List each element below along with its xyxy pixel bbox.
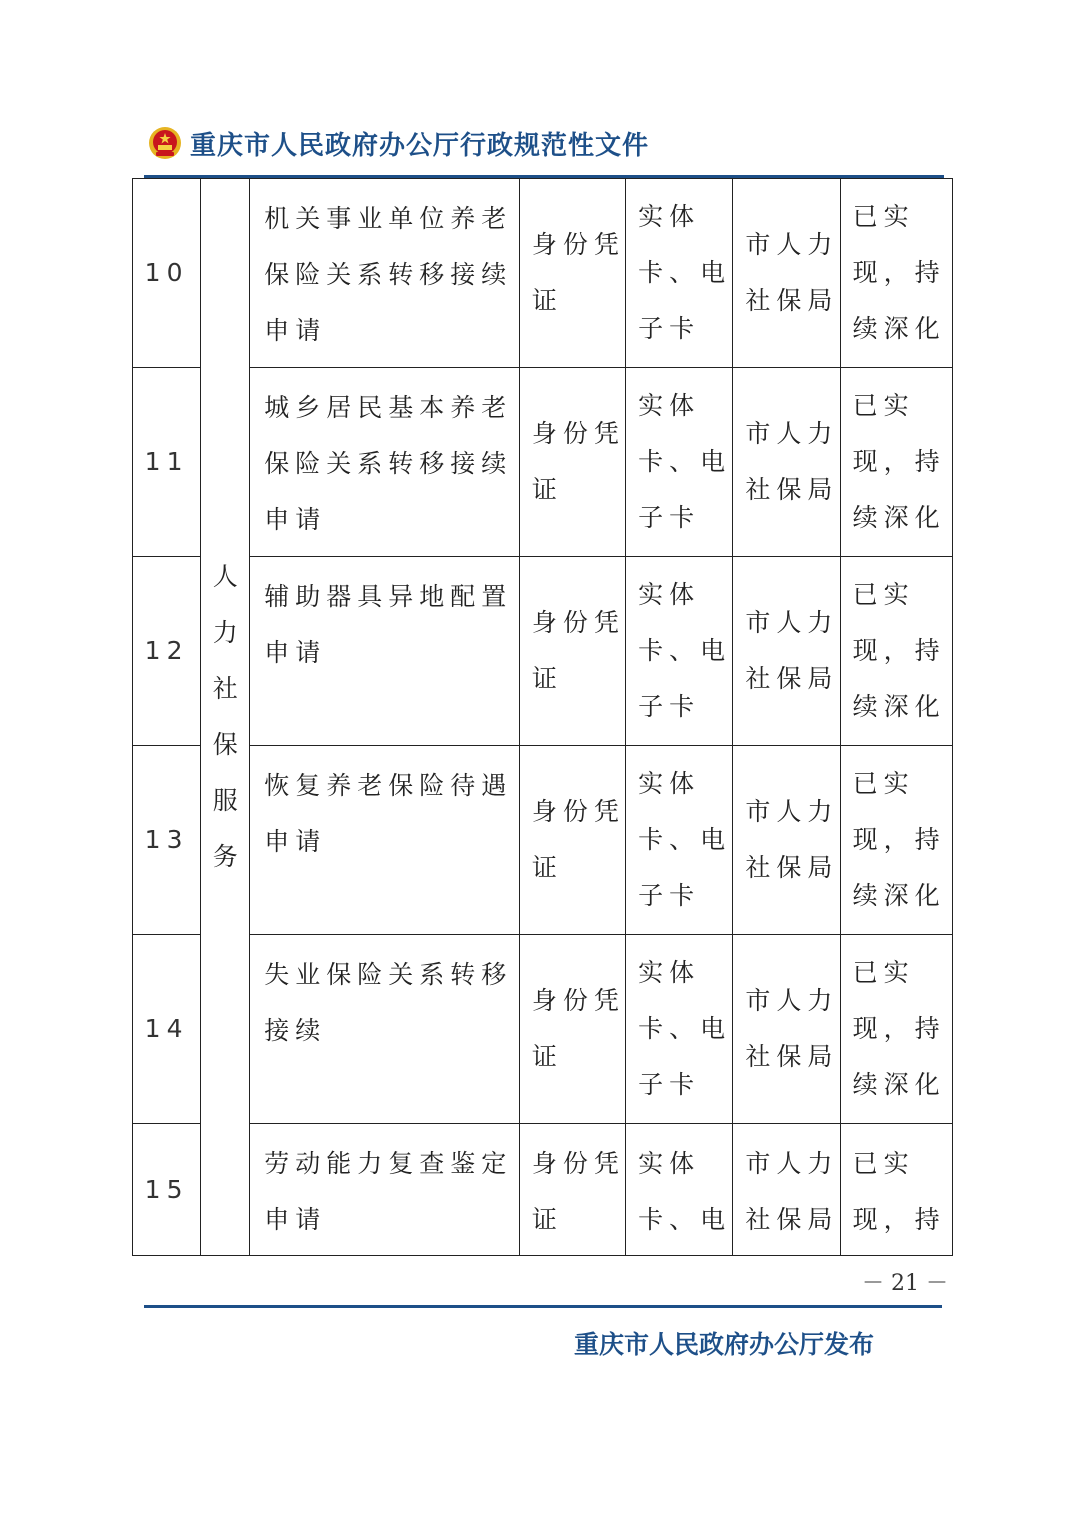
table-row xyxy=(133,935,953,1124)
item-cell xyxy=(250,368,520,557)
status-cell: 已实现，持续深化 xyxy=(840,557,952,746)
item-cell xyxy=(250,746,520,935)
status-cell: 已实现，持续深化 xyxy=(840,368,952,557)
category-label: 人力社保服务 xyxy=(212,562,238,871)
footer-divider xyxy=(144,1305,942,1308)
card-cell: 实体卡、电子卡 xyxy=(626,557,733,746)
card-cell: 实体卡、电子卡 xyxy=(626,935,733,1124)
status-cell: 已实现，持续深化 xyxy=(840,179,952,368)
table-row xyxy=(133,368,953,557)
card-cell: 实体卡、电子卡 xyxy=(626,746,733,935)
row-number: 10 xyxy=(133,179,201,368)
row-number: 15 xyxy=(133,1124,201,1256)
table-row xyxy=(133,1124,953,1256)
table-row xyxy=(133,746,953,935)
item-name: 劳动能力复查鉴定申请 xyxy=(264,1149,513,1234)
item-name: 辅助器具异地配置申请 xyxy=(264,582,513,667)
dept-cell: 市人力社保局 xyxy=(733,557,840,746)
item-cell xyxy=(250,935,520,1124)
item-name: 城乡居民基本养老保险关系转移接续申请 xyxy=(264,393,513,534)
table-row xyxy=(133,179,953,368)
category-cell xyxy=(201,179,250,1256)
id-cell: 身份凭证 xyxy=(519,368,625,557)
id-cell: 身份凭证 xyxy=(519,557,625,746)
card-cell: 实体卡、电子卡 xyxy=(626,179,733,368)
service-table xyxy=(132,178,953,1256)
status-cell: 已实现，持续深化 xyxy=(840,746,952,935)
document-header xyxy=(148,120,649,166)
id-cell: 身份凭证 xyxy=(519,935,625,1124)
item-name: 机关事业单位养老保险关系转移接续申请 xyxy=(264,204,513,345)
item-cell xyxy=(250,1124,520,1256)
dept-cell: 市人力社保局 xyxy=(733,179,840,368)
dept-cell: 市人力社保局 xyxy=(733,368,840,557)
national-emblem-icon xyxy=(148,126,182,160)
row-number: 11 xyxy=(133,368,201,557)
table-row xyxy=(133,557,953,746)
item-name: 恢复养老保险待遇申请 xyxy=(264,771,513,856)
item-cell xyxy=(250,179,520,368)
item-cell xyxy=(250,557,520,746)
row-number: 13 xyxy=(133,746,201,935)
document-header-title: 重庆市人民政府办公厅行政规范性文件 xyxy=(190,130,650,161)
id-cell: 身份凭证 xyxy=(519,179,625,368)
status-cell: 已实现，持续深化 xyxy=(840,935,952,1124)
item-name: 失业保险关系转移接续 xyxy=(264,960,513,1045)
dept-cell: 市人力社保局 xyxy=(733,746,840,935)
status-cell: 已实现，持 xyxy=(840,1124,952,1256)
id-cell: 身份凭证 xyxy=(519,746,625,935)
page-number: － 21 － xyxy=(862,1271,948,1296)
dept-cell: 市人力社保局 xyxy=(733,935,840,1124)
id-cell: 身份凭证 xyxy=(519,1124,625,1256)
dept-cell: 市人力社保局 xyxy=(733,1124,840,1256)
footer-publisher: 重庆市人民政府办公厅发布 xyxy=(574,1330,875,1359)
card-cell: 实体卡、电 xyxy=(626,1124,733,1256)
row-number: 14 xyxy=(133,935,201,1124)
row-number: 12 xyxy=(133,557,201,746)
card-cell: 实体卡、电子卡 xyxy=(626,368,733,557)
